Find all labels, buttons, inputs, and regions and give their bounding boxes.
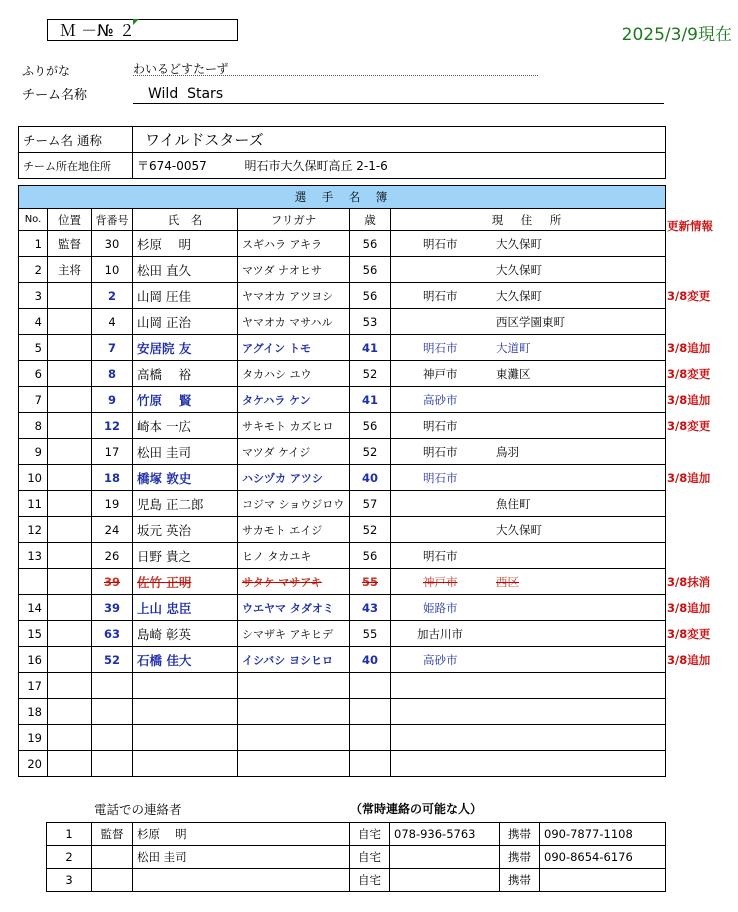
roster-age: 40 bbox=[350, 465, 391, 491]
roster-kana bbox=[238, 725, 350, 751]
roster-no: 10 bbox=[19, 465, 48, 491]
common-name-value: ワイルドスターズ bbox=[133, 127, 666, 153]
roster-position bbox=[48, 387, 92, 413]
roster-area bbox=[485, 627, 490, 641]
roster-address bbox=[391, 517, 666, 543]
roster-area: 西区学園東町 bbox=[496, 314, 565, 329]
roster-kana bbox=[238, 699, 350, 725]
roster-name: 高橋 裕 bbox=[133, 361, 238, 387]
contact-position bbox=[92, 846, 133, 869]
contacts-title: 電話での連絡者 bbox=[94, 802, 182, 817]
comment-marker-icon bbox=[133, 19, 139, 25]
roster-name: 児島 正二郎 bbox=[133, 491, 238, 517]
roster-number: 39 bbox=[92, 595, 133, 621]
mobile-label: 携帯 bbox=[500, 823, 540, 846]
update-note: 3/8変更 bbox=[667, 289, 711, 303]
contact-home-phone bbox=[390, 869, 500, 892]
team-name-field bbox=[133, 86, 664, 104]
contacts-table bbox=[46, 822, 666, 892]
roster-name: 安居院 友 bbox=[133, 335, 238, 361]
as-of-date: 2025/3/9現在 bbox=[621, 25, 732, 45]
roster-name: 松田 圭司 bbox=[133, 439, 238, 465]
roster-position bbox=[48, 439, 92, 465]
roster-position bbox=[48, 647, 92, 673]
col-kana: フリガナ bbox=[238, 209, 350, 231]
roster-position bbox=[48, 595, 92, 621]
roster-no: 15 bbox=[19, 621, 48, 647]
roster-age: 43 bbox=[350, 595, 391, 621]
roster-row bbox=[19, 751, 666, 777]
col-position: 位置 bbox=[48, 209, 92, 231]
roster-city: 高砂市 bbox=[423, 392, 458, 407]
team-name-value: Wild Stars bbox=[148, 86, 224, 102]
contact-no: 2 bbox=[47, 846, 92, 869]
roster-name: 竹原 賢 bbox=[133, 387, 238, 413]
furigana-value: わいるどすたーず bbox=[133, 62, 229, 76]
roster-no: 6 bbox=[19, 361, 48, 387]
roster-city: 明石市 bbox=[423, 288, 458, 303]
roster-position bbox=[48, 543, 92, 569]
roster-kana: サタケ マサアキ bbox=[238, 569, 350, 595]
roster-address bbox=[391, 491, 666, 517]
roster-no: 2 bbox=[19, 257, 48, 283]
roster-name bbox=[133, 673, 238, 699]
roster-row bbox=[19, 413, 666, 439]
roster-position bbox=[48, 725, 92, 751]
roster-address bbox=[391, 543, 666, 569]
contact-name: 松田 圭司 bbox=[133, 846, 350, 869]
roster-address bbox=[391, 257, 666, 283]
roster-kana: ウエヤマ タダオミ bbox=[238, 595, 350, 621]
roster-age: 55 bbox=[350, 569, 391, 595]
roster-no: 5 bbox=[19, 335, 48, 361]
roster-row bbox=[19, 673, 666, 699]
roster-kana: ヒノ タカユキ bbox=[238, 543, 350, 569]
roster-age: 56 bbox=[350, 413, 391, 439]
roster-city: 加古川市 bbox=[417, 626, 463, 641]
roster-address bbox=[391, 751, 666, 777]
roster-position bbox=[48, 621, 92, 647]
roster-number: 8 bbox=[92, 361, 133, 387]
roster-row bbox=[19, 387, 666, 413]
roster-area: 大道町 bbox=[496, 340, 531, 355]
roster-kana: アグイン トモ bbox=[238, 335, 350, 361]
roster-number: 52 bbox=[92, 647, 133, 673]
roster-number: 63 bbox=[92, 621, 133, 647]
roster-age bbox=[350, 725, 391, 751]
common-name-label: チーム名 通称 bbox=[19, 127, 133, 153]
roster-position bbox=[48, 465, 92, 491]
roster-kana: イシバシ ヨシヒロ bbox=[238, 647, 350, 673]
roster-no: 11 bbox=[19, 491, 48, 517]
contact-row bbox=[47, 869, 666, 892]
roster-name: 松田 直久 bbox=[133, 257, 238, 283]
roster-number: 4 bbox=[92, 309, 133, 335]
roster-address bbox=[391, 335, 666, 361]
roster-area: 大久保町 bbox=[496, 288, 542, 303]
roster-row bbox=[19, 543, 666, 569]
address-label: チーム所在地住所 bbox=[19, 153, 133, 179]
roster-number bbox=[92, 699, 133, 725]
update-note: 3/8抹消 bbox=[667, 575, 711, 589]
roster-kana: タカハシ ユウ bbox=[238, 361, 350, 387]
roster-no: 19 bbox=[19, 725, 48, 751]
home-label: 自宅 bbox=[350, 869, 390, 892]
roster-position bbox=[48, 491, 92, 517]
roster-kana: タケハラ ケン bbox=[238, 387, 350, 413]
contact-name: 杉原 明 bbox=[133, 823, 350, 846]
col-name: 氏 名 bbox=[133, 209, 238, 231]
roster-position bbox=[48, 673, 92, 699]
roster-no: 4 bbox=[19, 309, 48, 335]
roster-area bbox=[491, 705, 496, 719]
roster-kana: マツダ ナオヒサ bbox=[238, 257, 350, 283]
roster-position: 監督 bbox=[48, 231, 92, 257]
roster-kana: シマザキ アキヒデ bbox=[238, 621, 350, 647]
roster-address bbox=[391, 309, 666, 335]
roster-table bbox=[18, 185, 666, 777]
roster-area bbox=[491, 419, 496, 433]
roster-city: 高砂市 bbox=[423, 652, 458, 667]
col-age: 歳 bbox=[350, 209, 391, 231]
roster-city: 明石市 bbox=[423, 418, 458, 433]
contacts-subtitle: （常時連絡の可能な人） bbox=[350, 802, 483, 816]
roster-city: 明石市 bbox=[423, 444, 458, 459]
roster-area bbox=[491, 393, 496, 407]
roster-address bbox=[391, 725, 666, 751]
roster-row bbox=[19, 595, 666, 621]
roster-area bbox=[491, 549, 496, 563]
roster-age: 41 bbox=[350, 387, 391, 413]
roster-name: 石橋 佳大 bbox=[133, 647, 238, 673]
roster-kana bbox=[238, 673, 350, 699]
roster-row bbox=[19, 361, 666, 387]
roster-row bbox=[19, 569, 666, 595]
roster-age: 57 bbox=[350, 491, 391, 517]
roster-address bbox=[391, 283, 666, 309]
roster-row bbox=[19, 491, 666, 517]
roster-no: 8 bbox=[19, 413, 48, 439]
roster-name: 山岡 正治 bbox=[133, 309, 238, 335]
roster-position bbox=[48, 569, 92, 595]
roster-city: 姫路市 bbox=[423, 600, 458, 615]
mobile-label: 携帯 bbox=[500, 846, 540, 869]
roster-address bbox=[391, 413, 666, 439]
contact-no: 3 bbox=[47, 869, 92, 892]
col-no: No. bbox=[19, 209, 48, 231]
roster-row bbox=[19, 465, 666, 491]
roster-city: 神戸市 bbox=[423, 366, 458, 381]
roster-name bbox=[133, 699, 238, 725]
mobile-label: 携帯 bbox=[500, 869, 540, 892]
roster-kana: サカモト エイジ bbox=[238, 517, 350, 543]
roster-area bbox=[491, 471, 496, 485]
furigana-field bbox=[133, 60, 538, 76]
roster-row bbox=[19, 621, 666, 647]
roster-row bbox=[19, 231, 666, 257]
roster-no: 3 bbox=[19, 283, 48, 309]
update-note: 3/8変更 bbox=[667, 367, 711, 381]
team-info-table bbox=[18, 126, 666, 179]
roster-address bbox=[391, 439, 666, 465]
col-address: 現 住 所 bbox=[391, 209, 666, 231]
update-info-header: 更新情報 bbox=[667, 219, 713, 233]
roster-position bbox=[48, 283, 92, 309]
roster-kana: ハシヅカ アツシ bbox=[238, 465, 350, 491]
roster-name bbox=[133, 751, 238, 777]
roster-city: 神戸市 bbox=[423, 574, 458, 589]
roster-number: 30 bbox=[92, 231, 133, 257]
roster-name: 日野 貴之 bbox=[133, 543, 238, 569]
contact-mobile-phone bbox=[540, 869, 666, 892]
roster-row bbox=[19, 647, 666, 673]
roster-no: 7 bbox=[19, 387, 48, 413]
contact-name bbox=[133, 869, 350, 892]
roster-address bbox=[391, 361, 666, 387]
home-label: 自宅 bbox=[350, 846, 390, 869]
roster-number: 2 bbox=[92, 283, 133, 309]
roster-position bbox=[48, 309, 92, 335]
roster-area: 魚住町 bbox=[496, 496, 531, 511]
roster-address bbox=[391, 673, 666, 699]
roster-number bbox=[92, 673, 133, 699]
update-note: 3/8追加 bbox=[667, 341, 711, 355]
document-id-box bbox=[47, 19, 238, 41]
roster-city: 明石市 bbox=[423, 470, 458, 485]
update-note: 3/8変更 bbox=[667, 627, 711, 641]
roster-city: 明石市 bbox=[423, 236, 458, 251]
roster-area bbox=[491, 653, 496, 667]
roster-age: 53 bbox=[350, 309, 391, 335]
roster-no: 14 bbox=[19, 595, 48, 621]
roster-area: 大久保町 bbox=[496, 236, 542, 251]
roster-area bbox=[491, 601, 496, 615]
roster-row bbox=[19, 517, 666, 543]
roster-area: 東灘区 bbox=[496, 366, 531, 381]
roster-no: 16 bbox=[19, 647, 48, 673]
update-note: 3/8変更 bbox=[667, 419, 711, 433]
roster-no bbox=[19, 569, 48, 595]
roster-name: 山岡 圧佳 bbox=[133, 283, 238, 309]
roster-number: 9 bbox=[92, 387, 133, 413]
roster-address bbox=[391, 231, 666, 257]
roster-row bbox=[19, 257, 666, 283]
roster-no: 20 bbox=[19, 751, 48, 777]
roster-age: 56 bbox=[350, 543, 391, 569]
roster-position bbox=[48, 699, 92, 725]
roster-area: 大久保町 bbox=[496, 262, 542, 277]
roster-number: 19 bbox=[92, 491, 133, 517]
roster-address bbox=[391, 621, 666, 647]
roster-name bbox=[133, 725, 238, 751]
roster-number bbox=[92, 725, 133, 751]
roster-kana: コジマ ショウジロウ bbox=[238, 491, 350, 517]
roster-kana: マツダ ケイジ bbox=[238, 439, 350, 465]
roster-number: 39 bbox=[92, 569, 133, 595]
roster-kana: ヤマオカ アツヨシ bbox=[238, 283, 350, 309]
address-cell bbox=[133, 153, 666, 179]
roster-position bbox=[48, 751, 92, 777]
roster-no: 1 bbox=[19, 231, 48, 257]
roster-age bbox=[350, 673, 391, 699]
contact-mobile-phone: 090-7877-1108 bbox=[540, 823, 666, 846]
roster-age: 55 bbox=[350, 621, 391, 647]
roster-position bbox=[48, 517, 92, 543]
roster-row bbox=[19, 725, 666, 751]
contact-home-phone bbox=[390, 846, 500, 869]
update-note: 3/8追加 bbox=[667, 653, 711, 667]
roster-kana: ヤマオカ マサハル bbox=[238, 309, 350, 335]
roster-number: 24 bbox=[92, 517, 133, 543]
roster-no: 9 bbox=[19, 439, 48, 465]
roster-row bbox=[19, 283, 666, 309]
roster-kana: スギハラ アキラ bbox=[238, 231, 350, 257]
postal-code: 〒674-0057 bbox=[137, 159, 207, 173]
roster-area: 鳥羽 bbox=[496, 444, 519, 459]
roster-area bbox=[491, 757, 496, 771]
contact-row bbox=[47, 823, 666, 846]
roster-number: 17 bbox=[92, 439, 133, 465]
roster-number: 18 bbox=[92, 465, 133, 491]
roster-position bbox=[48, 361, 92, 387]
roster-age: 52 bbox=[350, 361, 391, 387]
furigana-label: ふりがな bbox=[22, 64, 71, 78]
roster-age: 52 bbox=[350, 439, 391, 465]
roster-age bbox=[350, 751, 391, 777]
team-name-label: チーム名称 bbox=[22, 88, 88, 103]
roster-address bbox=[391, 699, 666, 725]
roster-no: 13 bbox=[19, 543, 48, 569]
contact-position: 監督 bbox=[92, 823, 133, 846]
roster-address bbox=[391, 465, 666, 491]
roster-age: 40 bbox=[350, 647, 391, 673]
roster-age bbox=[350, 699, 391, 725]
roster-row bbox=[19, 335, 666, 361]
contact-home-phone: 078-936-5763 bbox=[390, 823, 500, 846]
roster-name: 佐竹 正明 bbox=[133, 569, 238, 595]
document-id: Ｍ －№ ２ bbox=[60, 21, 135, 40]
roster-no: 12 bbox=[19, 517, 48, 543]
roster-no: 17 bbox=[19, 673, 48, 699]
contact-mobile-phone: 090-8654-6176 bbox=[540, 846, 666, 869]
roster-address bbox=[391, 387, 666, 413]
roster-name: 杉原 明 bbox=[133, 231, 238, 257]
contact-row bbox=[47, 846, 666, 869]
roster-row bbox=[19, 309, 666, 335]
roster-position: 主将 bbox=[48, 257, 92, 283]
address-value: 明石市大久保町高丘 2-1-6 bbox=[244, 159, 388, 173]
contact-no: 1 bbox=[47, 823, 92, 846]
roster-age: 56 bbox=[350, 283, 391, 309]
roster-name: 上山 忠臣 bbox=[133, 595, 238, 621]
roster-kana: サキモト カズヒロ bbox=[238, 413, 350, 439]
update-note: 3/8追加 bbox=[667, 601, 711, 615]
roster-name: 橋塚 敦史 bbox=[133, 465, 238, 491]
roster-number: 10 bbox=[92, 257, 133, 283]
roster-number bbox=[92, 751, 133, 777]
roster-age: 56 bbox=[350, 257, 391, 283]
roster-kana bbox=[238, 751, 350, 777]
roster-area: 西区 bbox=[496, 574, 519, 589]
roster-row bbox=[19, 699, 666, 725]
roster-name: 崎本 一広 bbox=[133, 413, 238, 439]
roster-no: 18 bbox=[19, 699, 48, 725]
update-note: 3/8追加 bbox=[667, 471, 711, 485]
roster-area bbox=[491, 731, 496, 745]
roster-position bbox=[48, 413, 92, 439]
roster-area: 大久保町 bbox=[496, 522, 542, 537]
roster-title: 選 手 名 簿 bbox=[19, 186, 666, 209]
roster-age: 56 bbox=[350, 231, 391, 257]
roster-number: 12 bbox=[92, 413, 133, 439]
roster-address bbox=[391, 647, 666, 673]
roster-name: 坂元 英治 bbox=[133, 517, 238, 543]
roster-address bbox=[391, 595, 666, 621]
roster-city: 明石市 bbox=[423, 340, 458, 355]
update-note: 3/8追加 bbox=[667, 393, 711, 407]
roster-age: 52 bbox=[350, 517, 391, 543]
contact-position bbox=[92, 869, 133, 892]
roster-row bbox=[19, 439, 666, 465]
roster-name: 島崎 彰英 bbox=[133, 621, 238, 647]
roster-position bbox=[48, 335, 92, 361]
roster-number: 26 bbox=[92, 543, 133, 569]
roster-city: 明石市 bbox=[423, 548, 458, 563]
roster-number: 7 bbox=[92, 335, 133, 361]
roster-area bbox=[491, 679, 496, 693]
home-label: 自宅 bbox=[350, 823, 390, 846]
col-number: 背番号 bbox=[92, 209, 133, 231]
roster-age: 41 bbox=[350, 335, 391, 361]
roster-body bbox=[19, 231, 666, 777]
roster-address bbox=[391, 569, 666, 595]
